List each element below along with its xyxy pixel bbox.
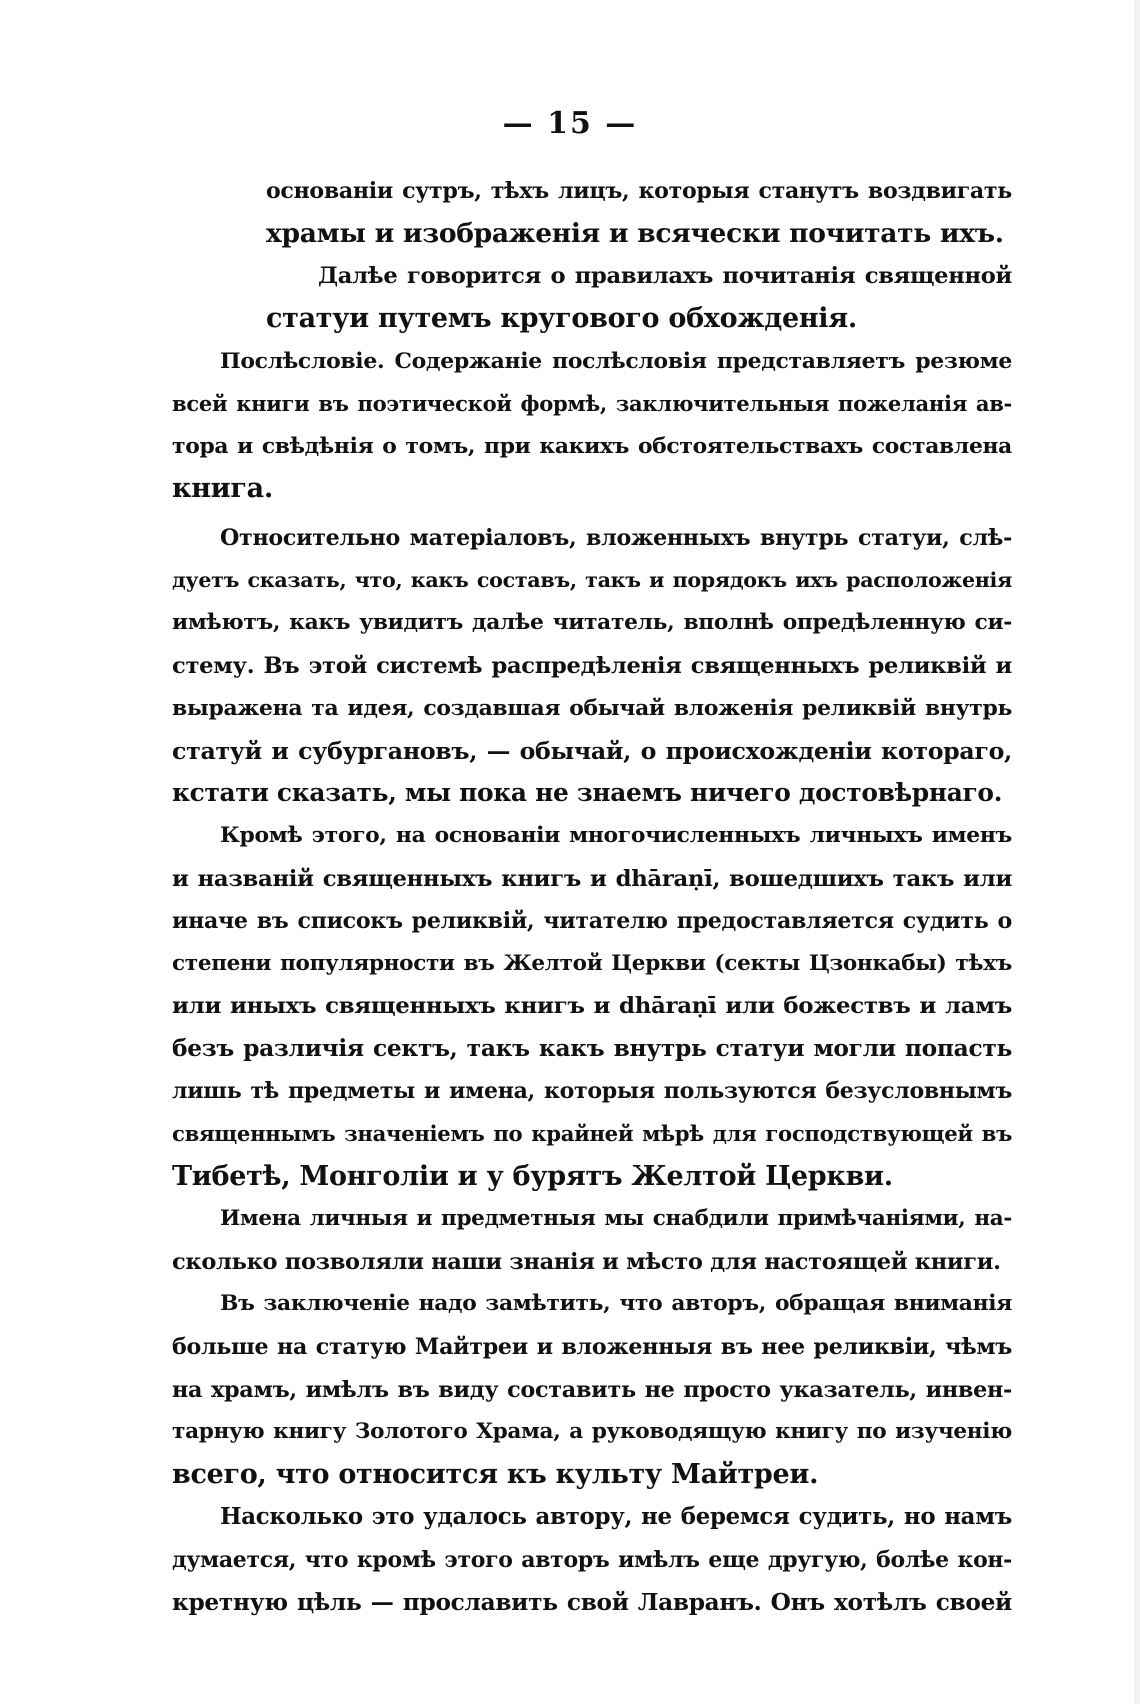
text-line: больше на статую Майтреи и вложенныя въ нее реликвіи, чѣмъ xyxy=(172,1334,1012,1361)
text-line: всей книги въ поэтической формѣ, заключительныя пожеланія ав- xyxy=(172,390,1012,416)
text-line: иначе въ списокъ реликвій, читателю предоставляется судить о xyxy=(172,908,1012,935)
text-line: тарную книгу Золотого Храма, а руководящую книгу по изученію xyxy=(172,1419,1012,1445)
paragraph-6 xyxy=(172,1198,1012,1283)
paragraph-5 xyxy=(172,815,1012,1198)
text-line: сколько позволяли наши знанія и мѣсто для настоящей книги. xyxy=(172,1248,1001,1275)
text-line: Послѣсловіе. Содержаніе послѣсловія представляетъ резюме xyxy=(220,348,1012,375)
text-line: книга. xyxy=(172,473,273,505)
text-line: выражена та идея, создавшая обычай вложенія реликвій внутрь xyxy=(172,695,1012,722)
text-line: дуетъ сказать, что, какъ составъ, такъ и порядокъ ихъ расположенія xyxy=(172,568,1012,593)
paragraph-8 xyxy=(172,1496,1012,1624)
text-line: Относительно матеріаловъ, вложенныхъ внутрь статуи, слѣ- xyxy=(220,524,1012,551)
paragraph-1 xyxy=(172,170,1012,255)
text-line: Далѣе говорится о правилахъ почитанія священной xyxy=(318,263,1012,290)
text-line: Тибетѣ, Монголіи и у бурятъ Желтой Церкви. xyxy=(172,1160,893,1192)
text-line: священнымъ значеніемъ по крайней мѣрѣ для господствующей въ xyxy=(172,1121,1012,1147)
paragraph-2 xyxy=(172,255,1012,340)
text-line: статуй и субургановъ, — обычай, о происхожденіи котораго, xyxy=(172,736,1012,765)
body-text xyxy=(172,170,1012,1624)
text-line: и названій священныхъ книгъ и dhāraṇī, вошедшихъ такъ или xyxy=(172,865,1012,892)
text-line: стему. Въ этой системѣ распредѣленія священныхъ реликвій и xyxy=(172,652,1012,679)
paragraph-4 xyxy=(172,517,1012,815)
text-line: Имена личныя и предметныя мы снабдили примѣчаніями, на- xyxy=(220,1206,1012,1232)
text-line: кстати сказать, мы пока не знаемъ ничего достовѣрнаго. xyxy=(172,778,1003,808)
text-line: на храмъ, имѣлъ въ виду составить не просто указатель, инвен- xyxy=(172,1376,1012,1403)
text-line: Кромѣ этого, на основаніи многочисленныхъ личныхъ именъ xyxy=(220,822,1012,848)
paragraph-3 xyxy=(172,340,1012,510)
text-line: кретную цѣль — прославить свой Лавранъ. Онъ хотѣлъ своей xyxy=(172,1588,1012,1616)
text-line: всего, что относится къ культу Майтреи. xyxy=(172,1458,819,1490)
page-number: — 15 — xyxy=(502,106,638,141)
paragraph-7 xyxy=(172,1283,1012,1496)
text-line: статуи путемъ кругового обхожденія. xyxy=(266,302,857,334)
text-line: Насколько это удалось автору, не беремся судить, но намъ xyxy=(220,1504,1012,1531)
text-line: имѣютъ, какъ увидитъ далѣе читатель, вполнѣ опредѣленную си- xyxy=(172,609,1012,635)
text-line: или иныхъ священныхъ книгъ и dhāraṇī или божествъ и ламъ xyxy=(172,993,1012,1020)
text-line: тора и свѣдѣнія о томъ, при какихъ обстоятельствахъ составлена xyxy=(172,433,1012,459)
text-line: безъ различія сектъ, такъ какъ внутрь статуи могли попасть xyxy=(172,1034,1012,1062)
page-edge-shadow xyxy=(1134,0,1140,1704)
text-line: лишь тѣ предметы и имена, которыя пользуются безусловнымъ xyxy=(172,1078,1012,1105)
text-line: степени популярности въ Желтой Церкви (секты Цзонкабы) тѣхъ xyxy=(172,950,1012,976)
text-line: храмы и изображенія и всячески почитать ихъ. xyxy=(266,217,1004,249)
text-line: Въ заключеніе надо замѣтить, что авторъ, обращая вниманія xyxy=(220,1291,1012,1317)
text-line: основаніи сутръ, тѣхъ лицъ, которыя станутъ воздвигать xyxy=(266,178,1012,204)
text-line: думается, что кромѣ этого авторъ имѣлъ еще другую, болѣе кон- xyxy=(172,1547,1012,1573)
